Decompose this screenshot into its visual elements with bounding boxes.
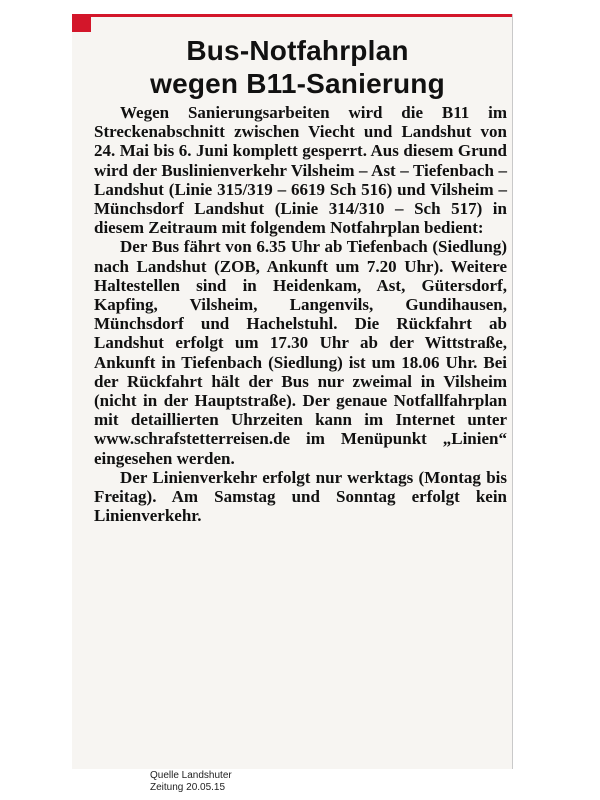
top-red-rule [72, 14, 513, 17]
red-corner-marker [72, 14, 91, 32]
headline-line-1: Bus-Notfahrplan [186, 35, 409, 66]
article-body [94, 103, 507, 525]
column-right-rule [512, 14, 513, 769]
source-line-1: Quelle Landshuter [150, 770, 232, 781]
article-headline [92, 34, 503, 100]
newspaper-clipping [72, 14, 513, 769]
source-line-2: Zeitung 20.05.15 [150, 782, 226, 793]
paragraph-schedule: Der Bus fährt von 6.35 Uhr ab Tiefenbach (Siedlung) nach Landshut (ZOB, Ankunft um 7.20 Uhr). Weitere Haltestellen sind in Heidenkam, Ast, Gütersdorf, Kapfing, Vilsheim, Langenvils, Gundihausen, Münchsdorf und Hachelstuhl. Die Rückfahrt ab Landshut erfolgt um 17.30 Uhr ab der Wittstraße, Ankunft in Tiefenbach (Siedlung) ist um 18.06 Uhr. Bei der Rückfahrt hält der Bus nur zweimal in Vilsheim (nicht in der Hauptstraße). Der genaue Notfallfahrplan mit detaillierten Uhrzeiten kann im Internet unter www.schrafstetterreisen.de im Menüpunkt „Linien“ eingesehen werden. [94, 237, 507, 468]
headline-line-2: wegen B11-Sanierung [150, 68, 445, 99]
paragraph-weekdays: Der Linienverkehr erfolgt nur werktags (Montag bis Freitag). Am Samstag und Sonntag erfolgt kein Linienverkehr. [94, 467, 507, 526]
paragraph-intro: Wegen Sanierungsarbeiten wird die B11 im Streckenabschnitt zwischen Viecht und Landshut von 24. Mai bis 6. Juni komplett gesperrt. Aus diesem Grund wird der Buslinienverkehr Vilsheim – Ast – Tiefenbach – Landshut (Linie 315/319 – 6619 Sch 516) und Vilsheim – Münchsdorf Landshut (Linie 314/310 – Sch 517) in diesem Zeitraum mit folgendem Notfahrplan bedient: [94, 103, 507, 238]
source-caption [150, 770, 232, 794]
